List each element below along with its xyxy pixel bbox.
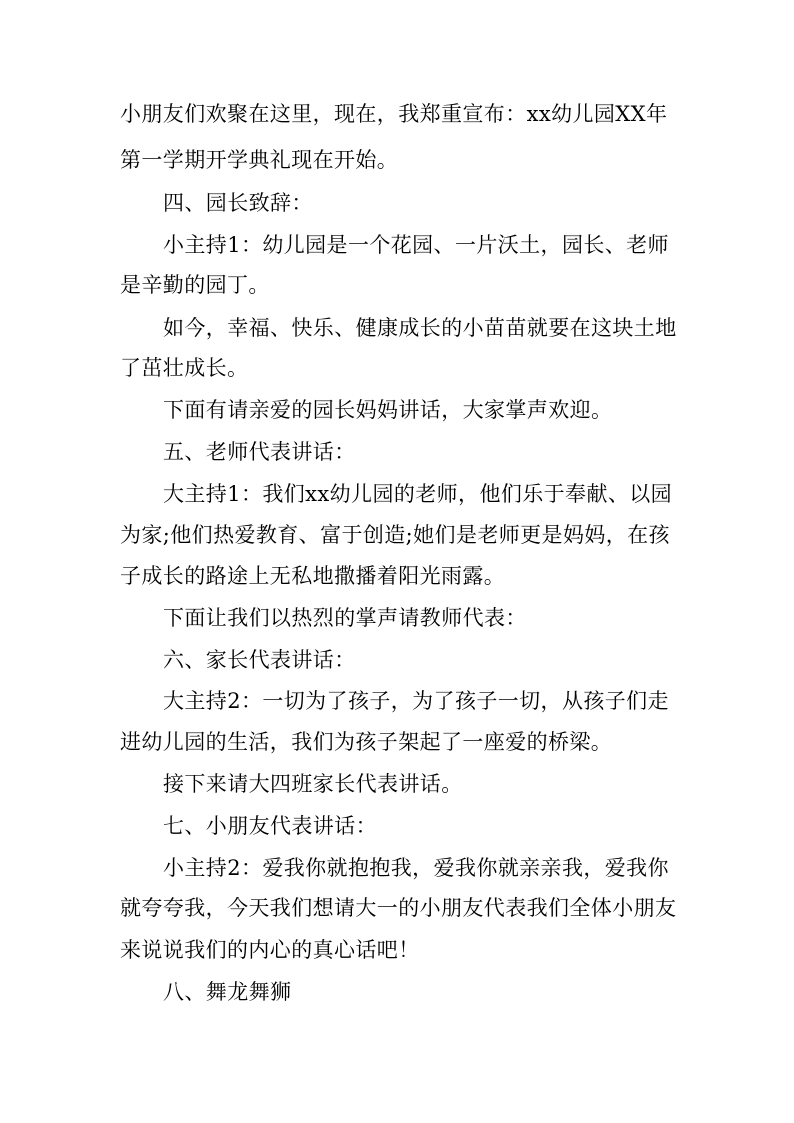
text-line: 大主持2：一切为了孩子，为了孩子一切，从孩子们走 bbox=[163, 689, 669, 713]
text-line: 就夸夸我，今天我们想请大一的小朋友代表我们全体小朋友 bbox=[120, 896, 677, 920]
text-line: 小主持2：爱我你就抱抱我，爱我你就亲亲我，爱我你 bbox=[163, 856, 669, 880]
text-line: 下面让我们以热烈的掌声请教师代表： bbox=[163, 606, 527, 630]
section-heading: 六、家长代表讲话： bbox=[163, 648, 356, 672]
text-line: 接下来请大四班家长代表讲话。 bbox=[163, 772, 463, 796]
text-line: 大主持1：我们xx幼儿园的老师，他们乐于奉献、以园 bbox=[163, 482, 673, 506]
section-heading: 八、舞龙舞狮 bbox=[163, 980, 292, 1004]
section-heading: 五、老师代表讲话： bbox=[163, 440, 356, 464]
section-heading: 四、园长致辞： bbox=[163, 191, 313, 215]
section-heading: 七、小朋友代表讲话： bbox=[163, 814, 377, 838]
text-line: 下面有请亲爱的园长妈妈讲话，大家掌声欢迎。 bbox=[163, 398, 613, 422]
text-line: 小主持1：幼儿园是一个花园、一片沃土，园长、老师 bbox=[163, 233, 669, 257]
text-line: 第一学期开学典礼现在开始。 bbox=[120, 148, 399, 172]
text-line: 为家;他们热爱教育、富于创造;她们是老师更是妈妈，在孩 bbox=[120, 523, 670, 547]
text-line: 子成长的路途上无私地撒播着阳光雨露。 bbox=[120, 564, 506, 588]
text-line: 小朋友们欢聚在这里，现在，我郑重宣布：xx幼儿园XX年 bbox=[120, 102, 668, 126]
text-line: 了茁壮成长。 bbox=[120, 356, 249, 380]
text-line: 来说说我们的内心的真心话吧！ bbox=[120, 938, 420, 962]
text-line: 是辛勤的园丁。 bbox=[120, 273, 270, 297]
text-line: 如今，幸福、快乐、健康成长的小苗苗就要在这块土地 bbox=[163, 316, 677, 340]
text-line: 进幼儿园的生活，我们为孩子架起了一座爱的桥梁。 bbox=[120, 730, 613, 754]
